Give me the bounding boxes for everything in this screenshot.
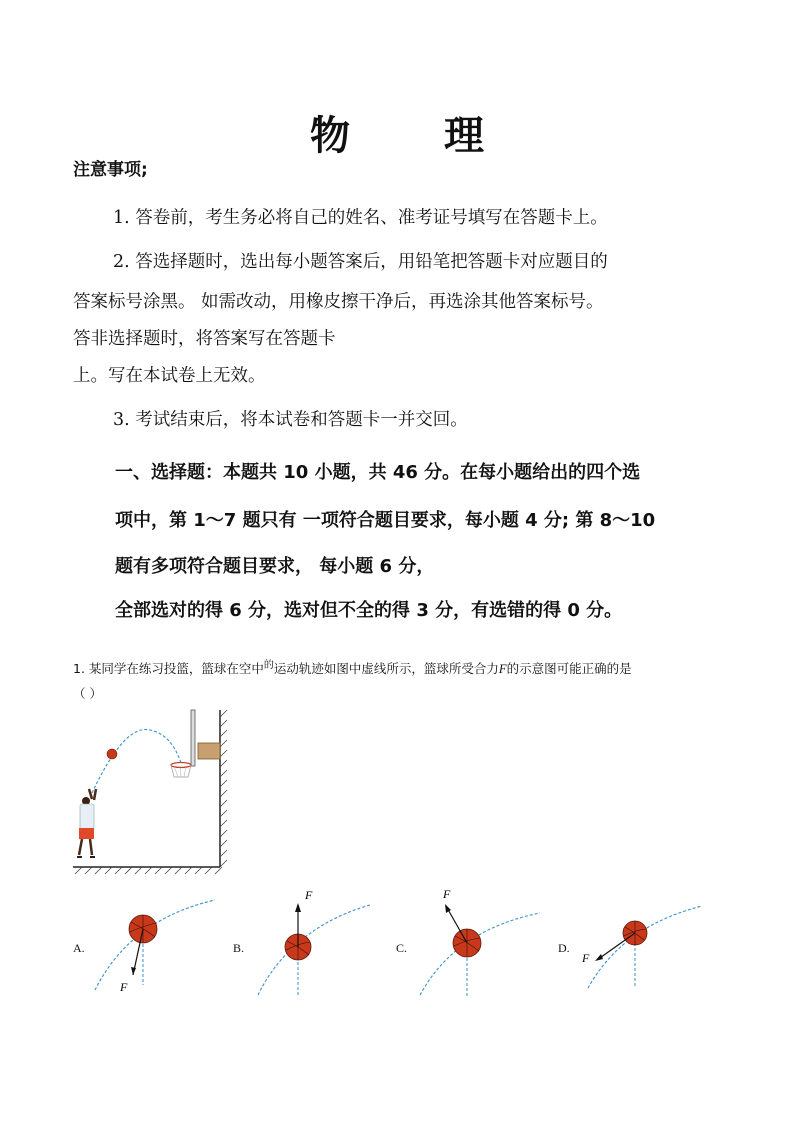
notice-heading: 注意事项; bbox=[73, 160, 148, 180]
option-a-diagram[interactable] bbox=[90, 895, 220, 1000]
force-label: F bbox=[443, 887, 451, 901]
answer-bracket: （ ） bbox=[73, 686, 102, 701]
basketball-scene-figure bbox=[70, 705, 230, 880]
option-c-label[interactable]: C. bbox=[396, 941, 408, 955]
question-1-stem: 1. 某同学在练习投篮，篮球在空中$^的$运动轨迹如图中虚线所示，篮球所受合力F的示意图可能正确的是 bbox=[73, 660, 632, 677]
notice-item-3: 3. 考试结束后，将本试卷和答题卡一并交回。 bbox=[113, 410, 468, 430]
notice-item-2-cont3: 上。写在本试卷上无效。 bbox=[73, 366, 266, 386]
option-b-diagram[interactable] bbox=[250, 885, 380, 1000]
force-label: F bbox=[305, 888, 313, 902]
section-instructions-line-3: 题有多项符合题目要求， 每小题 6 分， bbox=[115, 556, 435, 577]
option-a-label[interactable]: A. bbox=[73, 941, 85, 955]
force-label: F bbox=[582, 951, 590, 965]
force-label: F bbox=[120, 980, 128, 994]
notice-item-2-cont2: 答非选择题时，将答案写在答题卡 bbox=[73, 329, 336, 349]
notice-item-1: 1. 答卷前，考生务必将自己的姓名、准考证号填写在答题卡上。 bbox=[113, 208, 608, 228]
option-d-label[interactable]: D. bbox=[558, 941, 570, 955]
notice-item-2-cont: 答案标号涂黑。 如需改动，用橡皮擦干净后，再选涂其他答案标号。 bbox=[73, 292, 604, 312]
section-instructions-line-1: 一、选择题：本题共 10 小题，共 46 分。在每小题给出的四个选 bbox=[115, 462, 641, 483]
option-d-diagram[interactable] bbox=[580, 898, 710, 993]
section-instructions-line-2: 项中，第 1～7 题只有 一项符合题目要求，每小题 4 分; 第 8～10 bbox=[115, 510, 656, 531]
option-b-label[interactable]: B. bbox=[233, 941, 245, 955]
notice-item-2: 2. 答选择题时，选出每小题答案后，用铅笔把答题卡对应题目的 bbox=[113, 252, 608, 272]
section-instructions-line-4: 全部选对的得 6 分，选对但不全的得 3 分，有选错的得 0 分。 bbox=[115, 600, 623, 621]
option-c-diagram[interactable] bbox=[415, 883, 545, 1000]
page-title: 物 理 bbox=[310, 112, 524, 159]
